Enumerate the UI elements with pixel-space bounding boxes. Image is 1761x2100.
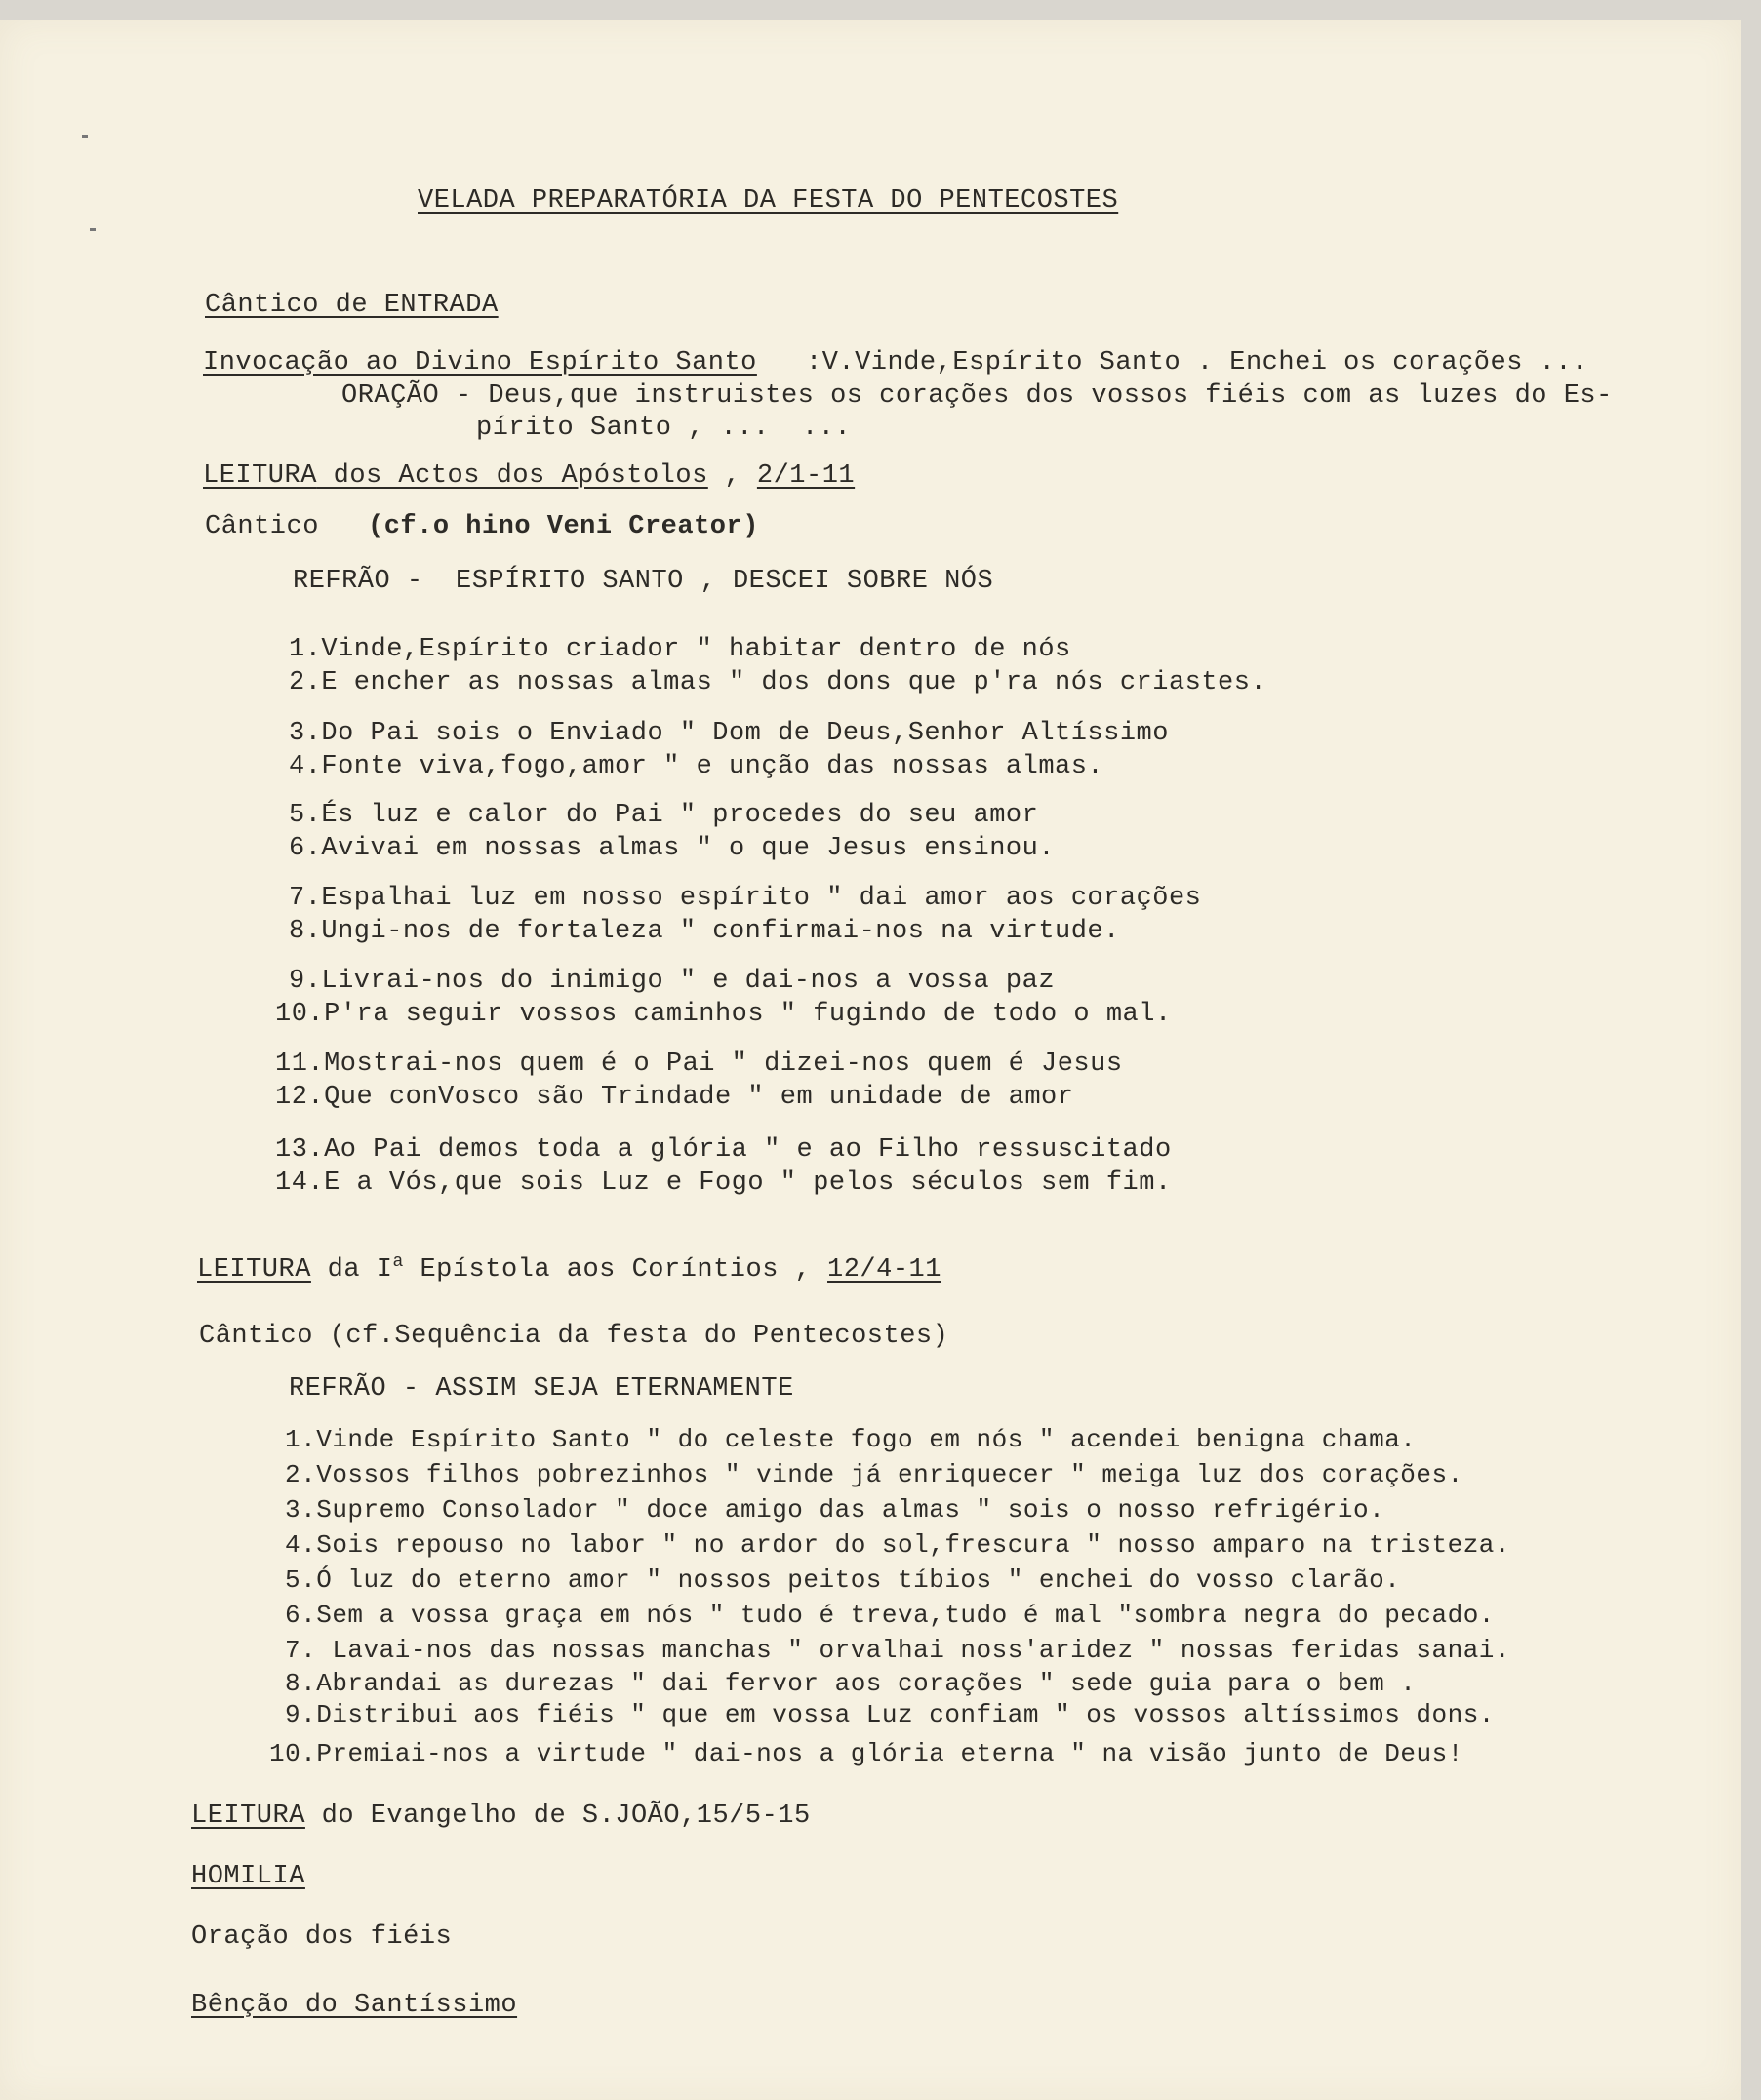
verse-text: Lavai-nos das nossas manchas " orvalhai noss'aridez " nossas feridas sanai.	[316, 1636, 1511, 1665]
verse-number: 9.	[289, 967, 322, 996]
leitura-label: LEITURA	[197, 1255, 311, 1285]
invocacao-label: Invocação ao Divino Espírito Santo	[203, 348, 757, 377]
leitura-actos-ref: 2/1-11	[756, 461, 856, 491]
hymn-2-verse	[285, 1600, 1495, 1631]
hymn-1-verse	[275, 1082, 1073, 1113]
verse-number: 6.	[285, 1601, 317, 1630]
verse-text: Sem a vossa graça em nós " tudo é treva,tudo é mal "sombra negra do pecado.	[316, 1601, 1495, 1630]
leitura-evangelho-title: do Evangelho de S.JOÃO,15/5-15	[304, 1802, 811, 1831]
hymn-2-verse	[285, 1424, 1416, 1455]
verse-number: 5.	[285, 1565, 317, 1595]
verse-text: Espalhai luz em nosso espírito " dai amor aos corações	[321, 884, 1202, 913]
hymn-2-verse	[285, 1565, 1400, 1596]
verse-text: Sois repouso no labor " no ardor do sol,frescura " nosso amparo na tristeza.	[316, 1530, 1511, 1560]
verse-number: 5.	[289, 801, 322, 830]
verse-text: És luz e calor do Pai " procedes do seu amor	[321, 801, 1039, 830]
leitura-label: LEITURA	[191, 1802, 305, 1831]
hymn-2-verse	[285, 1459, 1463, 1490]
hymn-2-verse	[285, 1635, 1510, 1666]
verse-text: Premiai-nos a virtude " dai-nos a glória eterna " na visão junto de Deus!	[316, 1739, 1463, 1768]
leitura-label: LEITURA	[203, 461, 317, 491]
verse-text: Que conVosco são Trindade " em unidade de amor	[324, 1083, 1074, 1112]
verse-number: 8.	[285, 1669, 317, 1698]
leitura-actos-title: dos Actos dos Apóstolos	[316, 461, 708, 491]
leitura-corintios-pre: da I	[310, 1255, 393, 1285]
cantico-2: Cântico (cf.Sequência da festa do Pentecostes)	[199, 1322, 949, 1351]
verse-number: 4.	[285, 1530, 317, 1560]
verse-number: 3.	[289, 719, 322, 748]
verse-text: E encher as nossas almas " dos dons que p'ra nós criastes.	[321, 668, 1267, 697]
scan-mark	[82, 135, 88, 138]
hymn-1-verse	[289, 916, 1120, 947]
hymn-1-verse	[289, 667, 1266, 698]
entrada-heading: Cântico de ENTRADA	[205, 291, 499, 320]
verse-text: Do Pai sois o Enviado " Dom de Deus,Senhor Altíssimo	[321, 719, 1169, 748]
verse-text: E a Vós,que sois Luz e Fogo " pelos séculos sem fim.	[324, 1169, 1172, 1198]
verse-number: 7.	[289, 884, 322, 913]
verse-number: 1.	[289, 635, 322, 664]
verse-number: 13.	[275, 1135, 325, 1165]
hymn-1-verse	[275, 999, 1172, 1030]
verse-text: Fonte viva,fogo,amor " e unção das nossas almas.	[321, 752, 1104, 781]
scan-mark	[90, 228, 96, 231]
cantico-1-note: (cf.o hino Veni Creator)	[368, 512, 759, 541]
cantico-1	[205, 511, 759, 542]
hymn-1-verse	[275, 1168, 1172, 1199]
verse-text: Abrandai as durezas " dai fervor aos corações " sede guia para o bem .	[316, 1669, 1417, 1698]
hymn-1-verse	[289, 883, 1201, 914]
hymn-1-verse	[289, 800, 1038, 831]
hymn-2-verse	[285, 1699, 1495, 1730]
verse-text: Vossos filhos pobrezinhos " vinde já enriquecer " meiga luz dos corações.	[316, 1460, 1463, 1489]
verse-text: P'ra seguir vossos caminhos " fugindo de todo o mal.	[324, 1000, 1172, 1029]
refrao-1: REFRÃO - ESPÍRITO SANTO , DESCEI SOBRE NÓS	[293, 567, 994, 596]
hymn-1-verse	[289, 718, 1169, 749]
leitura-actos	[203, 460, 855, 492]
verse-number: 3.	[285, 1495, 317, 1525]
hymn-2-verse	[285, 1668, 1416, 1699]
cantico-1-label: Cântico	[205, 512, 319, 541]
verse-text: Vinde,Espírito criador " habitar dentro de nós	[321, 635, 1071, 664]
verse-number: 8.	[289, 917, 322, 946]
verse-number: 12.	[275, 1083, 325, 1112]
verse-text: Supremo Consolador " doce amigo das almas " sois o nosso refrigério.	[316, 1495, 1385, 1525]
verse-text: Avivai em nossas almas " o que Jesus ensinou.	[321, 834, 1056, 863]
leitura-evangelho	[191, 1801, 811, 1832]
leitura-corintios-title: Epístola aos Coríntios ,	[403, 1255, 828, 1285]
document-title: VELADA PREPARATÓRIA DA FESTA DO PENTECOSTES	[418, 186, 1119, 216]
hymn-1-verse	[275, 1049, 1123, 1080]
hymn-2-verse	[269, 1738, 1463, 1769]
verse-text: Vinde Espírito Santo " do celeste fogo em nós " acendei benigna chama.	[316, 1425, 1417, 1454]
verse-number: 2.	[289, 668, 322, 697]
bencao-heading: Bênção do Santíssimo	[191, 1991, 518, 2020]
invocacao-text: :V.Vinde,Espírito Santo . Enchei os corações ...	[806, 348, 1588, 377]
refrao-2: REFRÃO - ASSIM SEJA ETERNAMENTE	[289, 1374, 794, 1404]
verse-text: Ao Pai demos toda a glória " e ao Filho ressuscitado	[324, 1135, 1172, 1165]
verse-number: 14.	[275, 1169, 325, 1198]
verse-number: 4.	[289, 752, 322, 781]
verse-text: Ungi-nos de fortaleza " confirmai-nos na virtude.	[321, 917, 1120, 946]
hymn-1-verse	[289, 751, 1103, 782]
verse-number: 10.	[269, 1739, 317, 1768]
hymn-1-verse	[289, 634, 1071, 665]
verse-text: Distribui aos fiéis " que em vossa Luz confiam " os vossos altíssimos dons.	[316, 1700, 1495, 1729]
hymn-1-verse	[289, 833, 1055, 864]
verse-number: 9.	[285, 1700, 317, 1729]
verse-text: Ó luz do eterno amor " nossos peitos tíbios " enchei do vosso clarão.	[316, 1565, 1401, 1595]
verse-number: 1.	[285, 1425, 317, 1454]
oracao-line-1: ORAÇÃO - Deus,que instruistes os corações dos vossos fiéis com as luzes do Es-	[341, 381, 1613, 411]
verse-text: Mostrai-nos quem é o Pai " dizei-nos quem é Jesus	[324, 1050, 1123, 1079]
verse-text: Livrai-nos do inimigo " e dai-nos a vossa paz	[321, 967, 1056, 996]
homilia-heading: HOMILIA	[191, 1862, 305, 1891]
hymn-2-verse	[285, 1494, 1384, 1525]
leitura-corintios-ref: 12/4-11	[827, 1255, 941, 1285]
leitura-corintios-sup: a	[392, 1252, 404, 1272]
hymn-2-verse	[285, 1529, 1510, 1561]
leitura-sep: ,	[707, 461, 757, 491]
invocacao-line	[203, 347, 1588, 378]
leitura-corintios	[197, 1247, 941, 1286]
hymn-1-verse	[275, 1134, 1172, 1166]
verse-number: 2.	[285, 1460, 317, 1489]
oracao-fieis: Oração dos fiéis	[191, 1922, 453, 1952]
oracao-line-2: pírito Santo , ... ...	[476, 414, 852, 443]
verse-number: 6.	[289, 834, 322, 863]
verse-number: 10.	[275, 1000, 325, 1029]
document-page	[0, 20, 1741, 2100]
hymn-1-verse	[289, 966, 1055, 997]
verse-number: 11.	[275, 1050, 325, 1079]
verse-number: 7.	[285, 1636, 317, 1665]
